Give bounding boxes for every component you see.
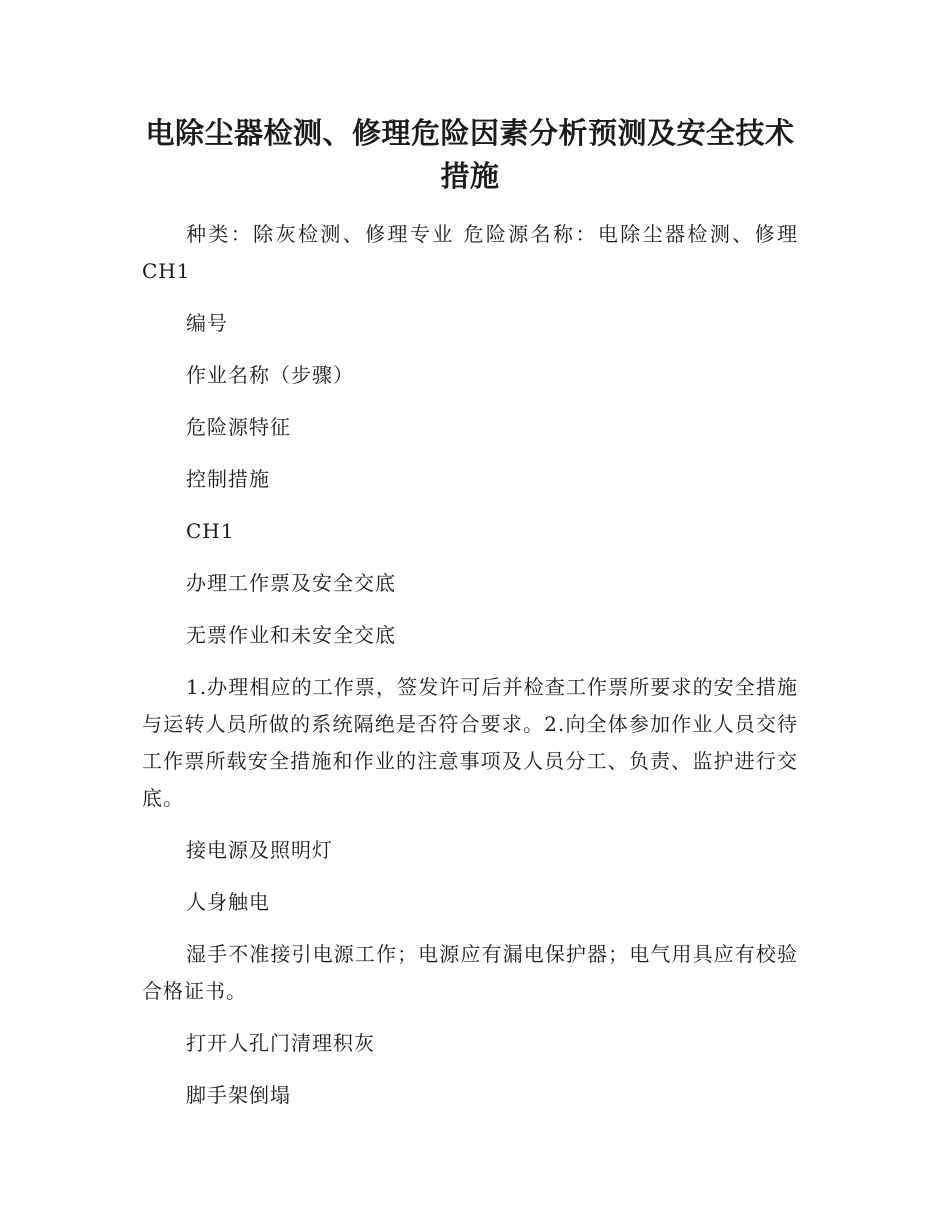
hazard-no-ticket: 无票作业和未安全交底 — [186, 623, 396, 647]
header-hazard-feature: 危险源特征 — [186, 415, 291, 439]
header-number: 编号 — [186, 311, 228, 335]
item-code: CH1 — [186, 519, 235, 543]
header-operation-name: 作业名称（步骤） — [186, 363, 354, 387]
measure-electric-safety: 湿手不准接引电源工作；电源应有漏电保护器；电气用具应有校验合格证书。 — [142, 942, 798, 1003]
document-title: 电除尘器检测、修理危险因素分析预测及安全技术措施 — [145, 116, 795, 193]
hazard-scaffold-collapse: 脚手架倒塌 — [186, 1083, 291, 1107]
hazard-electric-shock: 人身触电 — [186, 890, 270, 914]
operation-work-ticket: 办理工作票及安全交底 — [186, 571, 396, 595]
document-page — [142, 112, 798, 1129]
measure-work-ticket: 1.办理相应的工作票，签发许可后并检查工作票所要求的安全措施与运转人员所做的系统隔绝是否符合要求。2.向全体参加作业人员交待工作票所载安全措施和作业的注意事项及人员分工、负责、监护进行交底。 — [142, 675, 798, 810]
operation-power-lighting: 接电源及照明灯 — [186, 838, 333, 862]
operation-open-manhole: 打开人孔门清理积灰 — [186, 1031, 375, 1055]
category-line: 种类：除灰检测、修理专业 危险源名称：电除尘器检测、修理CH1 — [142, 222, 798, 283]
header-control-measures: 控制措施 — [186, 467, 270, 491]
